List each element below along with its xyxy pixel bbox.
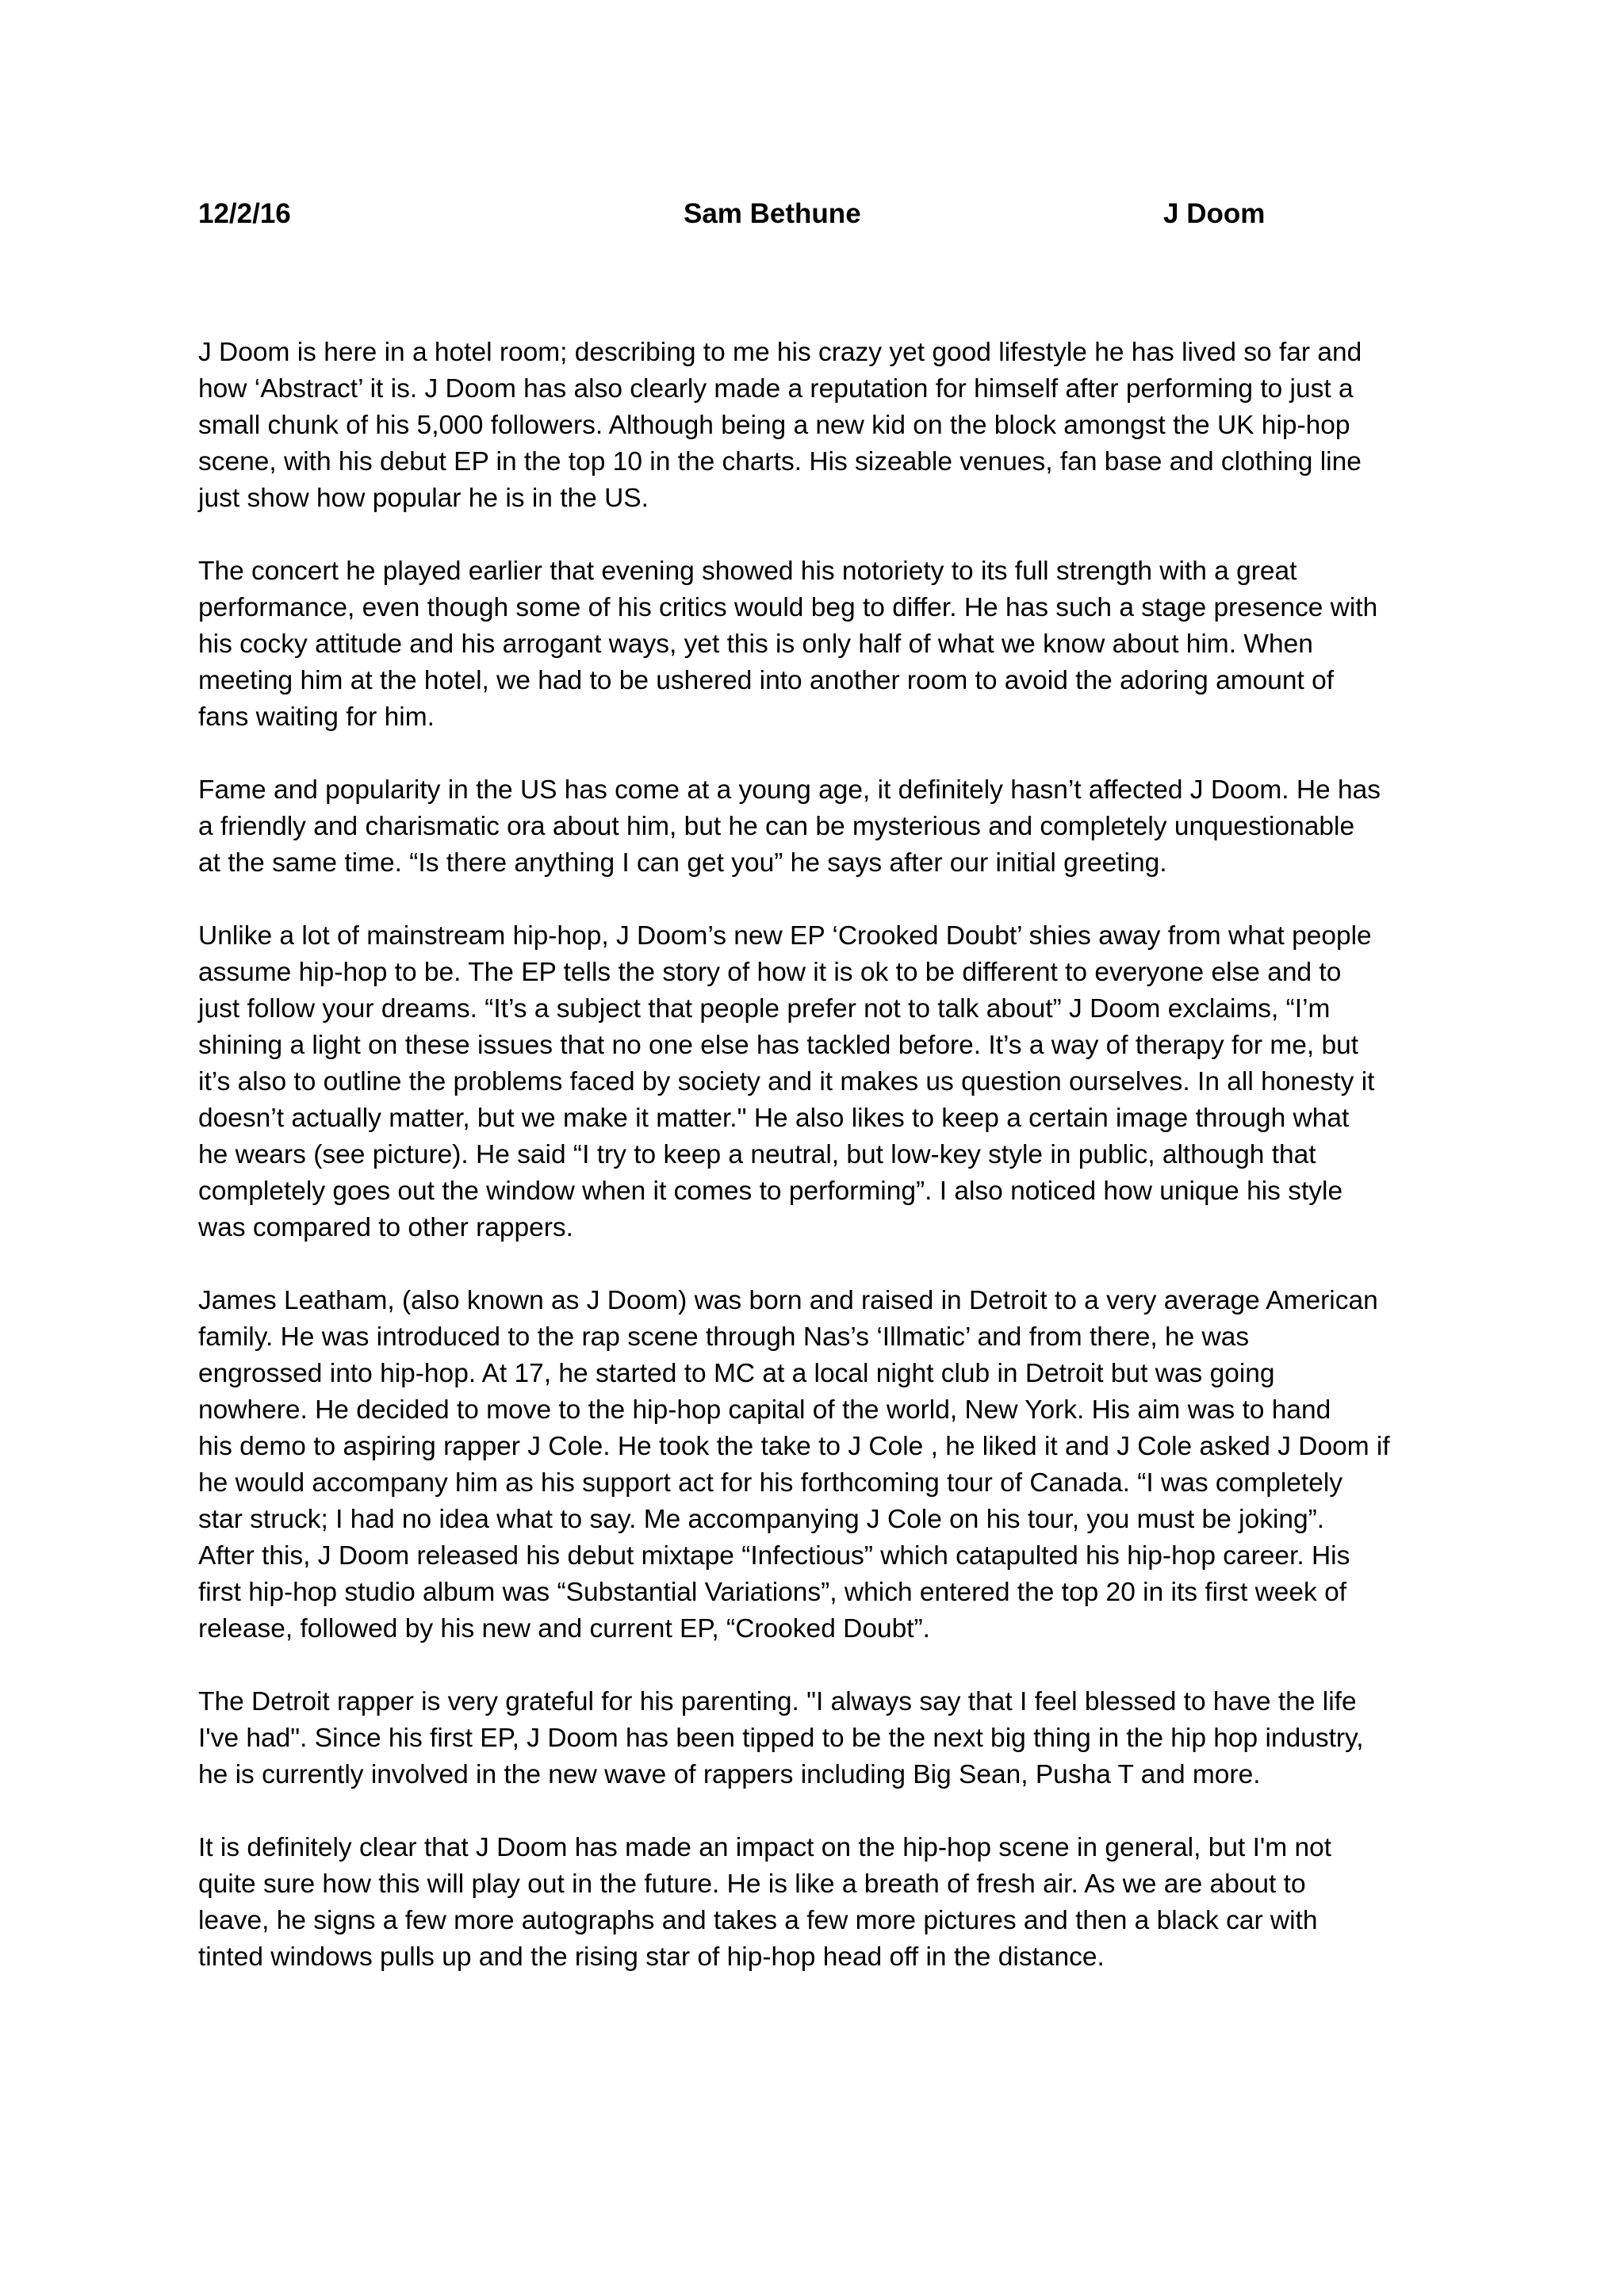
paragraph-line: was compared to other rappers.: [198, 1213, 573, 1242]
paragraph-fame: [198, 772, 1447, 882]
paragraph-line: first hip-hop studio album was “Substantial Variations”, which entered the top 20 in its first week of: [198, 1578, 1347, 1607]
paragraph-line: assume hip-hop to be. The EP tells the story of how it is ok to be different to everyone else and to: [198, 958, 1342, 987]
paragraph-line: he wears (see picture). He said “I try to keep a neutral, but low-key style in public, although that: [198, 1140, 1316, 1169]
paragraph-line: James Leatham, (also known as J Doom) was born and raised in Detroit to a very average American: [198, 1286, 1378, 1315]
paragraph-ep: [198, 918, 1447, 1246]
paragraph-intro: [198, 335, 1447, 517]
paragraph-line: Fame and popularity in the US has come at a young age, it definitely hasn’t affected J Doom. He has: [198, 775, 1381, 805]
header-subject: J Doom: [1163, 198, 1266, 229]
paragraph-concert: [198, 553, 1447, 736]
paragraph-biography: [198, 1283, 1447, 1647]
document-header: [0, 197, 1624, 236]
paragraph-line: leave, he signs a few more autographs and takes a few more pictures and then a black car with: [198, 1906, 1318, 1935]
paragraph-line: he would accompany him as his support act for his forthcoming tour of Canada. “I was completely: [198, 1468, 1343, 1498]
paragraph-line: I've had". Since his first EP, J Doom has been tipped to be the next big thing in the hip hop industry,: [198, 1724, 1364, 1753]
paragraph-conclusion: [198, 1830, 1447, 1976]
paragraph-line: quite sure how this will play out in the future. He is like a breath of fresh air. As we are about to: [198, 1869, 1306, 1899]
header-date: 12/2/16: [198, 198, 291, 229]
paragraph-line: a friendly and charismatic ora about him, but he can be mysterious and completely unquestionable: [198, 812, 1355, 841]
paragraph-line: completely goes out the window when it comes to performing”. I also noticed how unique his style: [198, 1177, 1343, 1206]
paragraph-line: After this, J Doom released his debut mixtape “Infectious” which catapulted his hip-hop career. His: [198, 1541, 1350, 1571]
paragraph-line: just follow your dreams. “It’s a subject that people prefer not to talk about” J Doom exclaims, “I’m: [198, 994, 1331, 1024]
paragraph-line: nowhere. He decided to move to the hip-hop capital of the world, New York. His aim was to hand: [198, 1395, 1331, 1425]
paragraph-line: family. He was introduced to the rap scene through Nas’s ‘Illmatic’ and from there, he was: [198, 1322, 1250, 1352]
paragraph-line: It is definitely clear that J Doom has made an impact on the hip-hop scene in general, but I'm not: [198, 1833, 1332, 1862]
header-author: Sam Bethune: [684, 198, 861, 229]
paragraph-line: fans waiting for him.: [198, 702, 435, 732]
paragraph-line: doesn’t actually matter, but we make it matter." He also likes to keep a certain image through what: [198, 1104, 1350, 1133]
paragraph-line: scene, with his debut EP in the top 10 in the charts. His sizeable venues, fan base and clothing line: [198, 447, 1362, 476]
paragraph-line: he is currently involved in the new wave of rappers including Big Sean, Pusha T and more.: [198, 1760, 1261, 1789]
paragraph-line: how ‘Abstract’ it is. J Doom has also clearly made a reputation for himself after performing to just a: [198, 374, 1354, 404]
paragraph-line: tinted windows pulls up and the rising star of hip-hop head off in the distance.: [198, 1942, 1105, 1972]
paragraph-line: his demo to aspiring rapper J Cole. He took the take to J Cole , he liked it and J Cole asked J Doom if: [198, 1432, 1390, 1461]
paragraph-line: small chunk of his 5,000 followers. Although being a new kid on the block amongst the UK hip-hop: [198, 411, 1350, 440]
paragraph-line: J Doom is here in a hotel room; describing to me his crazy yet good lifestyle he has lived so far and: [198, 338, 1362, 367]
article-body: [198, 335, 1447, 2012]
paragraph-line: Unlike a lot of mainstream hip-hop, J Doom’s new EP ‘Crooked Doubt’ shies away from what people: [198, 921, 1372, 951]
paragraph-line: meeting him at the hotel, we had to be ushered into another room to avoid the adoring amount of: [198, 666, 1335, 695]
paragraph-line: release, followed by his new and current EP, “Crooked Doubt”.: [198, 1614, 930, 1644]
paragraph-line: performance, even though some of his critics would beg to differ. He has such a stage presence with: [198, 593, 1378, 622]
paragraph-line: The concert he played earlier that evening showed his notoriety to its full strength with a great: [198, 557, 1297, 586]
paragraph-line: star struck; I had no idea what to say. Me accompanying J Cole on his tour, you must be joking”.: [198, 1505, 1325, 1534]
paragraph-line: shining a light on these issues that no one else has tackled before. It’s a way of therapy for me, but: [198, 1031, 1359, 1060]
paragraph-line: engrossed into hip-hop. At 17, he started to MC at a local night club in Detroit but was going: [198, 1359, 1275, 1388]
paragraph-line: The Detroit rapper is very grateful for his parenting. "I always say that I feel blessed to have the life: [198, 1687, 1357, 1716]
paragraph-line: it’s also to outline the problems faced by society and it makes us question ourselves. In all honesty it: [198, 1067, 1375, 1096]
paragraph-line: his cocky attitude and his arrogant ways, yet this is only half of what we know about him. When: [198, 629, 1313, 659]
paragraph-parenting: [198, 1684, 1447, 1793]
paragraph-line: just show how popular he is in the US.: [198, 484, 649, 513]
paragraph-line: at the same time. “Is there anything I can get you” he says after our initial greeting.: [198, 848, 1167, 878]
